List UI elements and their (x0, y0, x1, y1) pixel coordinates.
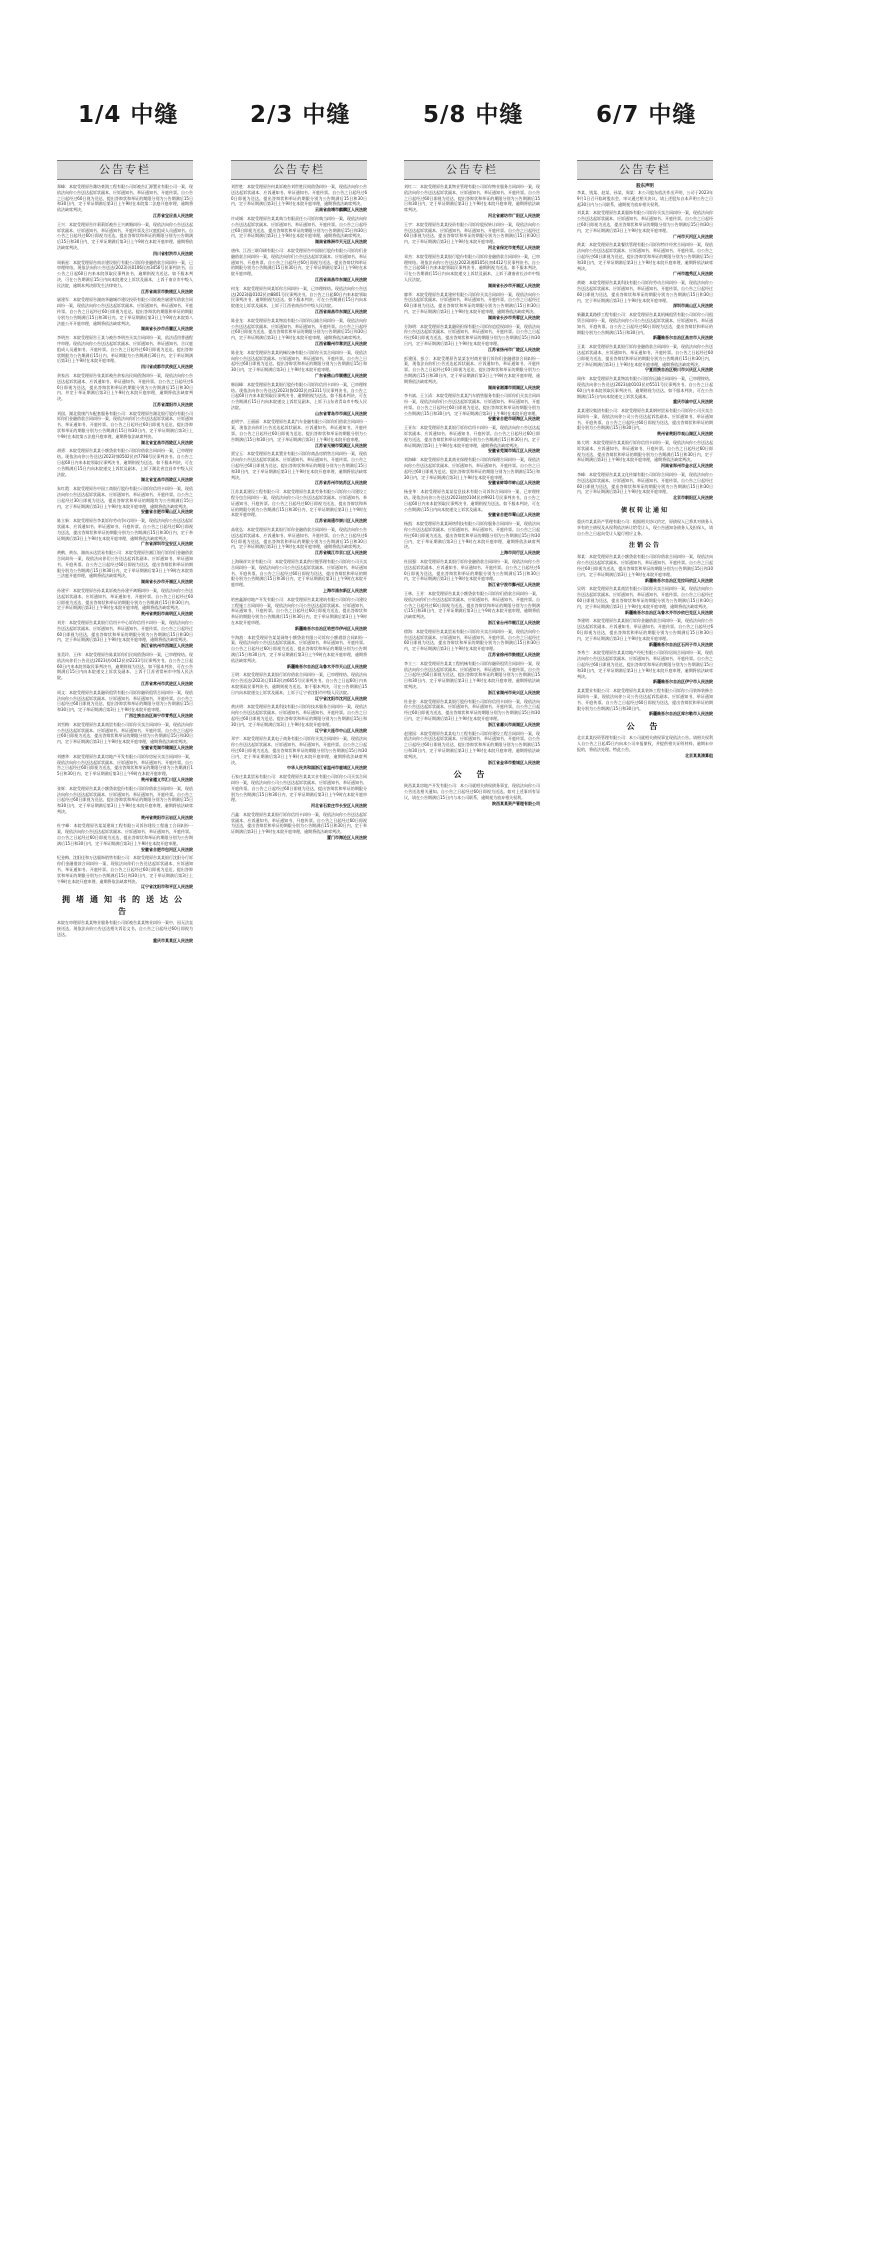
notice-item (404, 489, 540, 518)
notice-body: 张美玲、王伟：本院受理原告陈某诉你们民间借贷纠纷一案，已审理终结。现依法向你们公告送达(2023)苏0412民初2233号民事判决书。自公告之日起60日内来本院领取民事判决书，逾期则视为送达。如不服本判决，可在公告期满后15日内向本院递交上诉状及副本，上诉于江苏省常州市中级人民法院。 (57, 651, 193, 681)
notice-court: 湖南省长沙市芙蓉区人民法院 (488, 314, 540, 320)
notice-court: 湖南省长沙市开福区人民法院 (488, 282, 540, 288)
notice-body: 纪金梅、沈阳佳和万达服饰销售有限公司：本院受理原告某某银行沈阳分行诉你们金融借款合同纠纷一案，现依法向你们公告送达起诉状副本、应诉通知书、举证通知书、开庭传票。自公告之日起经过60日即视为送达，提出答辩状和举证的期限分别为公告期满后15日和30日内，定于举证期满后第3日上午9时在本院开庭审理，逾期将依法缺席判决。 (57, 855, 193, 884)
notice-item (577, 408, 713, 437)
notice-body: 黄鹤、黄东、湖南永达贸易有限公司：本院受理原告湘江银行诉你们金融借款合同纠纷一案，现依法向你们公告送达起诉状副本、应诉通知书、举证通知书、开庭传票。自公告之日起经过60日即视为送达，提出答辩状和举证的期限分别为公告期满后15日和30日内，定于举证期满后第3日上午9时在本院第三法庭开庭审理，逾期将依法缺席判决。 (57, 550, 193, 579)
notice-body: 唐伟、江西三联印刷有限公司：本院受理原告中国银行股份有限公司诉你们金融借款合同纠纷一案，现依法向你们公告送达起诉状副本、应诉通知书、举证通知书、开庭传票。自公告之日起经过60日即视为送达，提出答辩状和举证的期限分别为公告期满后15日和30日内，定于举证期满后第3日上午9时在本院开庭审理。 (231, 247, 367, 277)
notice-body: 刘国、湖北奥康汽车配套服务有限公司：本院受理原告湖北银行股份有限公司诉你们金融借款合同纠纷一案，现依法向你们公告送达起诉状副本、应诉通知书、举证通知书、开庭传票。自公告之日起经过60日即视为送达，提出答辩状和举证的期限分别为公告期满后15日和30日内，定于举证期满后第3日上午9时在本院第五法庭开庭审理，逾期将依法缺席判决。 (57, 410, 193, 439)
notice-court: 浙江省嘉兴市南湖区人民法院 (488, 721, 540, 727)
notice-item (231, 672, 367, 701)
notice-body: 江苏某某建设工程有限公司：本院受理原告某某劳务有限公司诉你公司建设工程分包合同纠纷一案，现依法向你公司公告送达起诉状副本、应诉通知书、举证通知书、开庭传票。自公告之日起经过60日即视为送达，提出答辩状和举证的期限分别为公告期满后15日和30日内，定于举证期满后第3日上午9时在本院开庭审理。 (231, 489, 367, 518)
notice-body: 邓宇：本院受理原告某某电子商务有限公司诉你买卖合同纠纷一案，现依法向你公告送达起诉状副本、应诉通知书、举证通知书、开庭传票。自公告之日起经过60日即视为送达，提出答辩状和举证的期限分别为公告期满后15日和30日内，定于举证期满后第3日上午9时在本院开庭审理，逾期将依法缺席判决。 (231, 736, 367, 765)
notice-body: 贾宝玉：本院受理原告某某置业有限公司诉你商品房销售合同纠纷一案，现依法向你公告送达起诉状副本、应诉通知书、举证通知书、开庭传票。自公告之日起经过60日即视为送达，提出答辩状和举证的期限分别为公告期满后15日和30日内，定于举证期满后第3日上午9时在本院开庭审理，逾期将依法缺席判决。 (231, 451, 367, 480)
notice-item (57, 690, 193, 719)
column-header: 公告专栏 (404, 160, 540, 180)
notice-body: 郑某：本院受理原告某某小额贷款有限公司诉你借款合同纠纷一案，现依法向你公告送达起诉状副本、应诉通知书、举证通知书、开庭传票。自公告之日起经过60日即视为送达，提出答辩状和举证的期限分别为公告期满后15日和30日内，定于举证期满后第3日上午9时在本院开庭审理。 (577, 554, 713, 577)
notice-court: 中华人民共和国浙江省温州市鹿城区人民法院 (287, 765, 367, 771)
notice-court: 浙江省宁波市鄞州区人民法院 (488, 582, 540, 588)
notice-item (57, 620, 193, 649)
notice-body: 李建明：本院受理原告某某银行诉你金融借款合同纠纷一案，现依法向你公告送达起诉状副本、应诉通知书、举证通知书、开庭传票。自公告之日起经过60日即视为送达，提出答辩状和举证的期限分别为公告期满后15日和30日内，定于举证期满后第3日上午9时在本院开庭审理。 (577, 618, 713, 641)
notice-court: 江西省南昌市东湖区人民法院 (315, 276, 367, 282)
notice-title: 股东声明 (636, 184, 654, 189)
notice-court: 新疆维吾尔自治区哈密市伊州区人民法院 (295, 625, 367, 631)
notice-item (577, 210, 713, 239)
column-body (57, 180, 193, 890)
notice-court: 四川省成都市武侯区人民法院 (141, 364, 193, 370)
notice-court: 湖南省湘潭市雨湖区人民法院 (488, 384, 540, 390)
notice-body: 杜宇峰：本院受理原告某某建筑工程有限公司诉你建设工程施工合同纠纷一案，现依法向你公告送达起诉状副本、应诉通知书、举证通知书、开庭传票。自公告之日起经过60日即视为送达，提出答辩状和举证的期限分别为公告期满后15日和30日内，定于举证期满后第3日上午9时在本院开庭审理。 (57, 823, 193, 846)
notice-item (404, 324, 540, 353)
notice-item (577, 242, 713, 277)
notice-item (231, 216, 367, 245)
notice-body: 刘红二：本院受理原告某某物业管理有限公司诉你物业服务合同纠纷一案，现依法向你公告送达起诉状副本、应诉通知书、举证通知书、开庭传票。自公告之日起经过60日即视为送达，提出答辩状和举证的期限分别为公告期满后15日和30日内，定于举证期满后第3日上午9时在本院开庭审理，逾期将依法缺席判决。 (404, 184, 540, 213)
notice-item (404, 699, 540, 728)
notice-item (231, 286, 367, 315)
notice-item (231, 184, 367, 213)
announcement-title: 公 告 (626, 722, 664, 732)
notice-body: 赵建国：本院受理原告某某电力工程有限公司诉你建设工程合同纠纷一案，现依法向你公告送达起诉状副本、应诉通知书、举证通知书、开庭传票。自公告之日起经过60日即视为送达，提出答辩状和举证的期限分别为公告期满后15日和30日内，定于举证期满后第3日上午9时在本院开庭审理，逾期将依法缺席判决。 (404, 730, 540, 759)
notice-body: 陈金龙：本院受理原告某某机械设备有限公司诉你买卖合同纠纷一案，现依法向你公告送达起诉状副本、应诉通知书、举证通知书、开庭传票。自公告之日起经过60日即视为送达，提出答辩状和举证的期限分别为公告期满后15日和30日内，定于举证期满后第3日上午9时在本院开庭审理。 (231, 349, 367, 373)
notice-court: 云南省曲靖市麒麟区人民法院 (315, 207, 367, 213)
notice-item (404, 393, 540, 422)
notice-court: 河北省廊坊市广阳区人民法院 (488, 212, 540, 218)
notice-court: 深圳市南山区人民法院 (673, 303, 713, 309)
notice-body: 周文：本院受理原告某某融资租赁有限公司诉你融资租赁合同纠纷一案，现依法向你公告送达起诉状副本、应诉通知书、举证通知书、开庭传票。自公告之日起经过60日即视为送达，提出答辩状和举证的期限分别为公告期满后15日和30日内，定于举证期满后第3日上午9时在本院开庭审理。 (57, 689, 193, 713)
notice-court: 四川省射洪市人民法院 (153, 250, 193, 256)
notice-body: 李明杰：本院受理原告王某与被告李明杰买卖合同纠纷一案，依法适用普通程序审理。现依法向你公告送达起诉状副本、应诉通知书、举证通知书、合议庭组成人员通知书、开庭传票。自公告之日起经过60日即视为送达。提出答辩状期限为公告期满后15日内，举证期限为公告期满后30日内，定于举证期满后第3日上午9时在本院开庭审理。 (57, 335, 193, 364)
notice-court: 浙江省杭州市西湖区人民法院 (141, 643, 193, 649)
notice-court: 江西省南昌市东湖区人民法院 (315, 308, 367, 314)
notice-court: 河北省保定市竞秀区人民法院 (488, 244, 540, 250)
notice-body: 黄某：本院受理原告某某餐饮管理有限公司诉你特许经营合同纠纷一案，现依法向你公告送达起诉状副本、应诉通知书、举证通知书、开庭传票。自公告之日起经过60日即视为送达，提出答辩状和举证的期限分别为公告期满后15日和30日内，定于举证期满后第3日上午9时在本院开庭审理，逾期将依法缺席判决。 (577, 242, 713, 271)
notice-court: 辽宁省大连市中山区人民法院 (315, 727, 367, 733)
notice-body: 高欣弘：本院受理原告某某银行诉你金融借款合同纠纷一案，现依法向你公告送达起诉状副本、应诉通知书、举证通知书、开庭传票。自公告之日起经过60日即视为送达，提出答辩状和举证的期限分别为公告期满后15日和30日内，定于举证期满后第3日上午9时在本院开庭审理，逾期将依法缺席判决。 (231, 527, 367, 550)
notice-item (57, 486, 193, 515)
notice-court: 河北省石家庄市长安区人民法院 (311, 803, 367, 809)
notice-court: 贵州省贵阳市南明区人民法院 (141, 611, 193, 617)
notice-court: 河南省郑州市金水区人民法院 (661, 463, 713, 469)
notice-item (404, 184, 540, 219)
notice-body: 韩国峰：本院受理原告某某银行股份有限公司诉你信用卡纠纷一案，已审理终结。现依法向你公告送达(2023)鲁0202民初3311号民事判决书。自公告之日起60日内来本院领取民事判决书，逾期则视为送达。如不服本判决，可在公告期满后15日内向本院递交上诉状及副本，上诉于山东省青岛市中级人民法院。 (231, 381, 367, 410)
notice-court: 宁夏回族自治区银川市兴庆区人民法院 (645, 367, 713, 373)
notice-item (57, 786, 193, 821)
notice-court: 湖南省株洲市天元区人民法院 (315, 239, 367, 245)
notice-body: 邓杰：本院受理原告某某银行股份有限公司诉你金融借款合同纠纷一案，已审理终结。现依法向你公告送达(2023)湘0105民初4412号民事判决书。自公告之日起60日内来本院领取民事判决书，逾期则视为送达。如不服本判决，可在公告期满后15日内向本院递交上诉状及副本，上诉于湖南省长沙市中级人民法院。 (404, 253, 540, 282)
notice-court: 江苏省镇江市京口区人民法院 (315, 550, 367, 556)
column-header: 公告专栏 (57, 160, 193, 180)
notice-body: 黄庆明：本院受理原告某某科技有限公司诉你技术服务合同纠纷一案，现依法向你公告送达起诉状副本、应诉通知书、举证通知书、开庭传票。自公告之日起经过60日即视为送达，提出答辩状和举证的期限分别为公告期满后15日和30日内，定于举证期满后第3日上午9时在本院开庭审理。 (231, 704, 367, 727)
notice-court: 江苏省宝应县人民法院 (153, 212, 193, 218)
notice-item (57, 722, 193, 751)
notice-item (231, 382, 367, 417)
notice-item (57, 335, 193, 370)
announcement-title: 公 告 (453, 770, 491, 780)
transfer-notice-title: 债权转让通知 (620, 507, 669, 515)
notice-item (577, 650, 713, 685)
notice-body: 刘芳：本院受理原告某某银行信用卡中心诉你信用卡纠纷一案，现依法向你公告送达起诉状副本、应诉通知书、举证通知书、开庭传票。自公告之日起经过60日即视为送达，提出答辩状和举证的期限分别为公告期满后15日和30日内，定于举证期满后第3日上午9时在本院开庭审理，逾期将依法缺席判决。 (57, 619, 193, 643)
notice-body: 郑峰：本院受理原告潍坊豪润工程有限公司诉被告汇源置业有限公司一案，现依法向你公告送达起诉状副本、应诉通知书、举证通知书、开庭传票。自公告之日起经过60日视为送达，提出答辩状和举证的期限分别为公告期满后15日和30日内，定于举证期满后第3日上午9时在本院第二法庭开庭审理，逾期将依法缺席判决。 (57, 184, 193, 213)
notice-item (231, 559, 367, 594)
notice-item (57, 411, 193, 446)
notice-item (577, 280, 713, 309)
notice-item (57, 518, 193, 547)
notice-body: 许成城：本院受理原告某某典当有限责任公司诉你典当纠纷一案，现依法向你公告送达起诉状副本、应诉通知书、举证通知书、开庭传票。自公告之日起经过60日即视为送达，提出答辩状和举证的期限分别为公告期满后15日和30日内，定于举证期满后第3日上午9时在本院开庭审理，逾期将依法缺席判决。 (231, 215, 367, 239)
notice-court: 安徽省合肥市蜀山区人民法院 (488, 512, 540, 518)
notice-item (57, 297, 193, 332)
notice-court: 安徽省合肥市蜀山区人民法院 (141, 509, 193, 515)
notice-body: 李峰：本院受理原告某某文化传媒有限公司诉你合同纠纷一案，现依法向你公告送达起诉状副本、应诉通知书、举证通知书、开庭传票。自公告之日起经过60日即视为送达，提出答辩状和举证的期限分别为公告期满后15日和30日内，定于举证期满后第3日上午9时在本院开庭审理。 (577, 472, 713, 495)
notice-court: 广东省佛山市顺德区人民法院 (315, 372, 367, 378)
notice-body: 陈金龙：本院受理原告某某物流有限公司诉你运输合同纠纷一案，现依法向你公告送达起诉状副本、应诉通知书、举证通知书、开庭传票。自公告之日起经过60日即视为送达，提出答辩状和举证的期限分别为公告期满后15日和30日内，定于举证期满后第3日上午9时在本院开庭审理，逾期将依法缺席判决。 (231, 317, 367, 341)
notice-court: 湖北省宜昌市西陵区人民法院 (141, 477, 193, 483)
notice-body: 彭建国、彭立：本院受理原告某某农村商业银行诉你们金融借款合同纠纷一案，现依法向你们公告送达起诉状副本、应诉通知书、举证通知书、开庭传票。自公告之日起经过60日即视为送达，提出答辩状和举证的期限分别为公告期满后15日和30日内，定于举证期满后第3日上午9时在本院开庭审理，逾期将依法缺席判决。 (404, 355, 540, 384)
notice-item (404, 521, 540, 556)
notice-column-4 (577, 160, 713, 2234)
notice-body: 赵明宇、王丽丽：本院受理原告某某汽车金融有限公司诉你们借款合同纠纷一案，现依法向你们公告送达起诉状副本、应诉通知书、举证通知书、开庭传票。自公告之日起经过60日即视为送达，提出答辩状和举证的期限分别为公告期满后15日和30日内，定于举证期满后第3日上午9时在本院开庭审理。 (231, 419, 367, 442)
notice-court: 江苏省南京市鼓楼区人民法院 (141, 288, 193, 294)
notice-body: 杨凯：本院受理原告某某网络科技有限公司诉你服务合同纠纷一案，现依法向你公告送达起诉状副本、应诉通知书、举证通知书、开庭传票。自公告之日起经过60日即视为送达，提出答辩状和举证的期限分别为公告期满后15日和30日内，定于举证期满后第3日上午9时在本院开庭审理，逾期将依法缺席判决。 (404, 521, 540, 550)
notice-body: 廖华：本院受理原告某某建材有限公司诉你买卖合同纠纷一案，现依法向你公告送达起诉状副本、应诉通知书、举证通知书、开庭传票。自公告之日起经过60日即视为送达，提出答辩状和举证的期限分别为公告期满后15日和30日内，定于举证期满后第3日上午9时在本院开庭审理，逾期将依法缺席判决。 (404, 291, 540, 314)
notice-court: 重庆市渝中区人民法院 (673, 399, 713, 405)
notice-body: 刘德华：本院受理原告某某房地产开发有限公司诉你房屋买卖合同纠纷一案，现依法向你公告送达起诉状副本、应诉通知书、举证通知书、开庭传票。自公告之日起经过60日即视为送达，提出答辩状和举证的期限分别为公告期满后15日和30日内，定于举证期满后第3日上午9时在本院开庭审理。 (57, 753, 193, 777)
heading-col-4: 6/7 中缝 (596, 102, 697, 128)
notice-item (231, 248, 367, 283)
notice-body: 王明：本院受理原告某某银行诉你借款合同纠纷一案，已审理终结。现依法向你公告送达(2023)辽0103民初6655号民事判决书。自公告之日起60日内来本院领取民事判决书，逾期则视为送达。如不服本判决，可在公告期满后15日内向本院递交上诉状及副本，上诉于辽宁省沈阳市中级人民法院。 (231, 672, 367, 695)
notice-body: 李秀兰：本院受理原告某某房地产经纪有限公司诉你居间合同纠纷一案，现依法向你公告送达起诉状副本、应诉通知书、举证通知书、开庭传票。自公告之日起经过60日即视为送达，提出答辩状和举证的期限分别为公告期满后15日和30日内，定于举证期满后第3日上午9时在本院开庭审理，逾期将依法缺席判决。 (577, 650, 713, 679)
notice-body: 陈立新：本院受理原告李某诉你劳动争议纠纷一案，现依法向你公告送达起诉状副本、应诉通知书、举证通知书、开庭传票。自公告之日起经过60日即视为送达，提出答辩状和举证的期限分别为公告期满后15日和30日内，定于举证期满后第3日上午9时在本院开庭审理，逾期将依法缺席判决。 (57, 518, 193, 541)
notice-court: 浙江省金华市婺城区人民法院 (488, 759, 540, 765)
notice-body: 方海明：本院受理原告某某融资担保有限公司诉你追偿权纠纷一案，现依法向你公告送达起诉状副本、应诉通知书、举证通知书、开庭传票。自公告之日起经过60日即视为送达，提出答辩状和举证的期限分别为公告期满后15日和30日内，定于举证期满后第3日上午9时在本院开庭审理。 (404, 323, 540, 346)
notice-court: 新疆维吾尔自治区石河子市人民法院 (649, 641, 713, 647)
notice-item (577, 688, 713, 717)
notice-body: 周新星：本院受理原告南京建设银行有限公司诉你金融借款合同纠纷一案，已审理终结。现依法向你公告送达(2023)苏0106民初3456号民事判决书。自公告之日起60日内来本院领取民事判决书，逾期则视为送达。如不服本判决，可在公告期满后15日内向本院递交上诉状及副本，上诉于南京市中级人民法院，逾期本判决即发生法律效力。 (57, 259, 193, 288)
notice-court: 安徽省合肥市瑶海区人民法院 (488, 416, 540, 422)
notice-item (577, 586, 713, 615)
notice-court: 江苏省无锡市梁溪区人民法院 (315, 442, 367, 448)
announcement-body: 陕西某某房地产开发有限公司：本公司就相关债权债务事宜，现依法向你公司公告送达相关通知。自公告之日起经过60日即视为送达。如对上述事项有异议，请在公告期满后15日内与本公司联系，逾期视为放弃相关权利。 (404, 783, 540, 800)
notice-item (404, 629, 540, 658)
notice-court: 辽宁省沈阳市和平区人民法院 (141, 884, 193, 890)
notice-item (577, 184, 713, 207)
notice-court: 江苏省溧阳市人民法院 (153, 401, 193, 407)
notice-item (231, 419, 367, 448)
notice-court: 湖北省宜昌市西陵区人民法院 (141, 439, 193, 445)
notice-body: 何龙：本院受理原告周某诉你合同纠纷一案，已审理终结。现依法向你公告送达(2023)赣0102民初8801号民事判决书。自公告之日起60日内来本院领取民事判决书，逾期则视为送达。如不服本判决，可在公告期满后15日内向本院递交上诉状及副本，上诉于江西省南昌市中级人民法院。 (231, 285, 367, 309)
notice-item (404, 425, 540, 454)
notice-court: 新疆维吾尔自治区克拉玛依区人民法院 (645, 577, 713, 583)
notice-body: 余家昌：本院受理原告张某诉被告余家昌民间借贷纠纷一案，现依法向你公告送达起诉状副本、应诉通知书、举证通知书、开庭传票。自公告之日起经过60日即视为送达，提出答辩状和举证的期限分别为公告期满后15日和30日内，并定于举证期满后第3日上午9时在本院开庭审理，逾期将依法缺席判决。 (57, 372, 193, 402)
notice-court: 安徽省蚌埠市蚌山区人民法院 (488, 480, 540, 486)
transfer-notice-body: 重庆市某某资产管理有限公司：根据相关协议约定，原债权人已将其对债务人享有的主债权及从权利依法转让给受让人，现公告通知各债务人及担保人，请自公告之日起向受让人履行相应义务。 (577, 519, 713, 536)
notice-item (57, 373, 193, 408)
notice-item (57, 550, 193, 585)
notice-body: 杜金金：本院受理原告某某银行股份有限公司诉你信用卡纠纷一案，现依法向你公告送达起诉状副本、应诉通知书、举证通知书、开庭传票。自公告之日起经过60日即视为送达，提出答辩状和举证的期限分别为公告期满后15日和30日内，定于举证期满后第3日上午9时在本院开庭审理。 (404, 698, 540, 721)
section-title: 拥堵通知书的送达公告 (62, 895, 188, 917)
notice-item (57, 652, 193, 687)
notice-body: 李书斌、王立清：本院受理原告某某汽车销售服务有限公司诉你们买卖合同纠纷一案，现依法向你们公告送达起诉状副本、应诉通知书、举证通知书、开庭传票。自公告之日起经过60日即视为送达，提出答辩状和举证的期限分别为公告期满后15日和30日内，定于举证期满后第3日上午9时在本院开庭审理。 (404, 393, 540, 416)
notice-body: 哈密鑫源房地产开发有限公司：本院受理原告某某建筑有限公司诉你公司建设工程施工合同纠纷一案，现依法向你公司公告送达起诉状副本、应诉通知书、举证通知书、开庭传票。自公告之日起经过60日即视为送达，提出答辩状和举证的期限分别为公告期满后15日和30日内，定于举证期满后第3日上午9时在本院开庭审理。 (231, 596, 367, 625)
notice-court: 江苏省南通市崇川区人民法院 (315, 518, 367, 524)
notice-body: 李立三：本院受理原告某某工程机械有限公司诉你融资租赁合同纠纷一案，现依法向你公告送达起诉状副本、应诉通知书、举证通知书、开庭传票。自公告之日起经过60日即视为送达，提出答辩状和举证的期限分别为公告期满后15日和30日内，定于举证期满后第3日上午9时在本院开庭审理，逾期将依法缺席判决。 (404, 660, 540, 689)
notice-court: 广西壮族自治区南宁市青秀区人民法院 (125, 712, 193, 718)
notice-body: 吕鑫：本院受理原告某某银行诉你信用卡纠纷一案，现依法向你公告送达起诉状副本、应诉通知书、举证通知书、开庭传票。自公告之日起经过60日即视为送达，提出答辩状和举证的期限分别为公告期满后15日和30日内，定于举证期满后第3日上午9时在本院开庭审理，逾期将依法缺席判决。 (231, 811, 367, 835)
notice-item (231, 704, 367, 733)
announcement-sign: 陕西某某资产管理有限公司 (492, 800, 540, 806)
notice-court: 江苏省常州市武进区人民法院 (141, 680, 193, 686)
notice-body: 张辉：本院受理原告某某小额贷款股份有限公司诉你借款合同纠纷一案，现依法向你公告送达起诉状副本、应诉通知书、举证通知书、开庭传票。自公告之日起经过60日即视为送达，提出答辩状和举证的期限分别为公告期满后15日和30日内，定于举证期满后第3日上午9时在本院开庭审理，逾期将依法缺席判决。 (57, 785, 193, 814)
notice-court: 贵州省贵阳市观山湖区人民法院 (657, 431, 713, 437)
notice-body: 徐海：本院受理原告某某贸易有限公司诉你买卖合同纠纷一案，现依法向你公告送达起诉状副本、应诉通知书、举证通知书、开庭传票。自公告之日起经过60日即视为送达，提出答辩状和举证的期限分别为公告期满后15日和30日内，定于举证期满后第3日上午9时在本院开庭审理。 (404, 628, 540, 652)
notice-column-2 (231, 160, 367, 2234)
notice-item (577, 344, 713, 373)
notice-body: 刘雪梅：本院受理原告某某商贸有限公司诉你买卖合同纠纷一案，现依法向你公告送达起诉状副本、应诉通知书、举证通知书、开庭传票。自公告之日起经过60日即视为送达，提出答辩状和举证的期限分别为公告期满后15日和30日内，定于举证期满后第3日上午9时在本院开庭审理，逾期将依法缺席判决。 (57, 721, 193, 745)
column-header: 公告专栏 (577, 160, 713, 180)
notice-item (404, 457, 540, 486)
notice-body: 某某建设集团有限公司：本院受理原告某某钢材贸易有限公司诉你公司买卖合同纠纷一案，现依法向你公司公告送达起诉状副本、应诉通知书、举证通知书、开庭传票。自公告之日起经过60日即视为送达，提出答辩状和举证的期限分别为公告期满后15日和30日内。 (577, 408, 713, 431)
notice-body: 刘世胜：本院受理原告何某诉被告刘世胜民间借贷纠纷一案，现依法向你公告送达起诉状副本、应诉通知书、举证通知书、开庭传票。自公告之日起经过60日即视为送达。提出答辩状和举证的期限分别为公告期满后15日和30日内，定于举证期满后第3日上午9时在本院开庭审理，逾期将依法缺席判决。 (231, 184, 367, 207)
notice-item (57, 184, 193, 219)
notice-body: 某某置业有限公司：本院受理原告某某装饰工程有限公司诉你公司装饰装修合同纠纷一案，现依法向你公司公告送达起诉状副本、应诉通知书、举证通知书、开庭传票。自公告之日起经过60日即视为送达，提出答辩状和举证的期限分别为公告期满后15日和30日内。 (577, 688, 713, 711)
notice-court: 贵州省贵阳市云岩区人民法院 (141, 814, 193, 820)
notice-body: 杨金华：本院受理原告某某信息技术有限公司诉你合同纠纷一案，已审理终结。现依法向你公告送达(2023)皖0104民初9921号民事判决书。自公告之日起60日内来本院领取民事判决书，逾期则视为送达。如不服本判决，可在公告期满后15日内向本院递交上诉状及副本。 (404, 489, 540, 512)
notice-item (231, 736, 367, 771)
announcement-body: 北京某某投资管理有限公司：本公司就相关债权事宜现依法公告。请相关权利人自公告之日起45日内向本公司申报债权，并提供相关证明材料。逾期未申报的，将依法处理。特此公告。 (577, 735, 713, 752)
notice-item (231, 597, 367, 632)
notice-court: 广州市天河区人民法院 (673, 233, 713, 239)
notice-court: 江苏省苏州市姑苏区人民法院 (315, 480, 367, 486)
announcement-sign: 北京某某清算组 (685, 752, 713, 758)
column-header: 公告专栏 (231, 160, 367, 180)
notice-item (57, 448, 193, 483)
heading-col-1: 1/4 中缝 (78, 102, 179, 128)
notice-body: 王宇：本院受理原告某某投资有限公司诉你股权转让纠纷一案，现依法向你公告送达起诉状副本、应诉通知书、举证通知书、开庭传票。自公告之日起经过60日即视为送达，提出答辩状和举证的期限分别为公告期满后15日和30日内，定于举证期满后第3日上午9时在本院开庭审理。 (404, 221, 540, 245)
notice-item (404, 254, 540, 289)
notice-body: 王兴：本院受理原告许莉莉诉被告王兴离婚纠纷一案，现依法向你公告送达起诉状副本、应诉通知书、举证通知书、开庭传票及合议庭组成人员通知书。自公告之日起经过60日即视为送达。提出答辩状和举证的期限分别为公告期满后15日和30日内，定于举证期满后第3日上午9时在本院开庭审理，逾期将依法缺席判决。 (57, 221, 193, 250)
heading-col-2: 2/3 中缝 (250, 102, 351, 128)
notice-court: 浙江省湖州市吴兴区人民法院 (488, 689, 540, 695)
notice-column-1 (57, 160, 193, 2234)
notice-item (57, 588, 193, 617)
notice-item (404, 292, 540, 321)
notice-body: 刘海峰：本院受理原告某某商业保理有限公司诉你保理合同纠纷一案，现依法向你公告送达起诉状副本、应诉通知书、举证通知书、开庭传票。自公告之日起经过60日即视为送达，提出答辩状和举证的期限分别为公告期满后15日和30日内，定于举证期满后第3日上午9时在本院开庭审理。 (404, 457, 540, 480)
column-body (577, 180, 713, 501)
notice-court: 新疆维吾尔自治区昌吉市人民法院 (653, 335, 713, 341)
notice-body: 吴明：本院受理原告某某商贸有限公司诉你买卖合同纠纷一案，现依法向你公告送达起诉状副本、应诉通知书、举证通知书、开庭传票。自公告之日起经过60日即视为送达，提出答辩状和举证的期限分别为公告期满后15日和30日内，定于举证期满后第3日上午9时在本院开庭审理，逾期将依法缺席判决。 (577, 586, 713, 609)
notice-item (231, 635, 367, 670)
notice-item (404, 356, 540, 391)
notice-item (231, 451, 367, 486)
column-body (231, 180, 367, 841)
notice-item (404, 559, 540, 588)
notice-body: 王亚东：本院受理原告某某银行诉你信用卡纠纷一案，现依法向你公告送达起诉状副本、应诉通知书、举证通知书、开庭传票。自公告之日起经过60日即视为送达，提出答辩状和举证的期限分别为公告期满后15日和30日内，定于举证期满后第3日上午9时在本院开庭审理，逾期将依法缺席判决。 (404, 425, 540, 448)
column-body-secondary (577, 554, 713, 717)
notice-item (231, 318, 367, 347)
notice-body: 朱红霞：本院受理原告中国工商银行股份有限公司诉你信用卡纠纷一案，现依法向你公告送达起诉状副本、应诉通知书、举证通知书、开庭传票。自公告之日起经过30日即视为送达，提出答辩状和举证的期限均为公告期满后15日内，定于举证期满后第3日上午9时在本院开庭审理，逾期将依法缺席判决。 (57, 486, 193, 509)
notice-court: 新疆维吾尔自治区库尔勒市人民法院 (649, 711, 713, 717)
notice-court: 上海市浦东新区人民法院 (323, 588, 367, 593)
notice-item (231, 350, 367, 379)
notice-body: 牛海波：本院受理原告某某网络小额贷款有限公司诉你小额借款合同纠纷一案，现依法向你公告送达起诉状副本、应诉通知书、举证通知书、开庭传票。自公告之日起经过60日即视为送达，提出答辩状和举证的期限分别为公告期满后15日和30日内，定于举证期满后第3日上午9时在本院开庭审理，逾期将依法缺席判决。 (231, 634, 367, 663)
notice-body: 周伟：本院受理原告某某物流有限公司诉你运输合同纠纷一案，已审理终结。现依法向你公告送达(2023)渝0103民初5511号民事判决书。自公告之日起60日内来本院领取民事判决书，逾期则视为送达。如不服本判决，可在公告期满后15日内向本院递交上诉状及副本。 (577, 376, 713, 399)
notice-item (577, 376, 713, 405)
notice-court: 新疆维吾尔自治区伊宁市人民法院 (653, 679, 713, 685)
heading-col-3: 5/8 中缝 (423, 102, 524, 128)
notice-item (404, 731, 540, 766)
notice-body: 李某、钱某、赵某、孙某、周某：本公司股东依法作出声明，公司于2023年9月1日召开临时股东会，审议通过相关决议。请上述股东自本声明公告之日起30日内与公司联系，逾期视为放弃相关权利。 (577, 190, 713, 207)
notice-item (577, 440, 713, 469)
notice-body: 石家庄某某贸易有限公司：本院受理原告某某实业有限公司诉你公司买卖合同纠纷一案，现依法向你公司公告送达起诉状副本、应诉通知书、举证通知书、开庭传票。自公告之日起经过60日即视为送达，提出答辩状和举证的期限分别为公告期满后15日和30日内，定于举证期满后第3日上午9时在本院开庭审理。 (231, 774, 367, 803)
notice-item (577, 312, 713, 341)
notice-item (231, 774, 367, 809)
notice-body: 王某：本院受理原告某某银行诉你金融借款合同纠纷一案，现依法向你公告送达起诉状副本、应诉通知书、举证通知书、开庭传票。自公告之日起经过60日即视为送达，提出答辩状和举证的期限分别为公告期满后15日和30日内，定于举证期满后第3日上午9时在本院开庭审理，逾期将依法缺席判决。 (577, 344, 713, 367)
cancellation-title: 注销公告 (628, 542, 661, 550)
notice-court: 浙江省台州市椒江区人民法院 (488, 619, 540, 625)
section-body: 本院在审理原告某某物业服务有限公司诉被告某某物业纠纷一案中，因无法直接送达，现依法向你公告送达相关诉讼文书。自公告之日起经过60日即视为送达。 (57, 920, 193, 937)
notice-item (57, 823, 193, 852)
notice-item (404, 591, 540, 626)
notice-court: 新疆维吾尔自治区乌鲁木齐市天山区人民法院 (287, 663, 367, 669)
notice-body: 杜国强：本院受理原告某某银行诉你金融借款合同纠纷一案，现依法向你公告送达起诉状副本、应诉通知书、举证通知书、开庭传票。自公告之日起经过60日即视为送达，提出答辩状和举证的期限分别为公告期满后15日和30日内，定于举证期满后第3日上午9时在本院开庭审理。 (404, 559, 540, 582)
notice-item (577, 554, 713, 583)
notice-court: 安徽省芜湖市镜湖区人民法院 (141, 744, 193, 750)
notice-court: 新疆维吾尔自治区乌鲁木齐市沙依巴克区人民法院 (625, 609, 713, 615)
notice-court: 湖南省长沙市开福区人民法院 (141, 579, 193, 585)
notice-body: 新疆某某路桥工程有限公司：本院受理原告某某机械租赁有限公司诉你公司租赁合同纠纷一案，现依法向你公司公告送达起诉状副本、应诉通知书、举证通知书、开庭传票。自公告之日起经过60日即视为送达，提出答辩状和举证的期限分别为公告期满后15日和30日内。 (577, 312, 713, 335)
notice-item (57, 855, 193, 890)
notice-court: 广州市越秀区人民法院 (673, 271, 713, 277)
notice-body: 黄晓：本院受理原告某某科技有限公司诉你劳动合同纠纷一案，现依法向你公告送达起诉状副本、应诉通知书、举证通知书、开庭传票。自公告之日起经过60日即视为送达，提出答辩状和举证的期限分别为公告期满后15日和30日内，定于举证期满后第3日上午9时在本院开庭审理。 (577, 280, 713, 303)
notice-court: 厦门市海沧区人民法院 (327, 835, 367, 841)
notice-body: 上海瑞祥实业有限公司：本院受理原告某某供应链管理有限公司诉你公司买卖合同纠纷一案，现依法向你公司公告送达起诉状副本、应诉通知书、举证通知书、开庭传票。自公告之日起经过60日即视为送达，提出答辩状和举证的期限分别为公告期满后15日和30日内，定于举证期满后第3日上午9时在本院开庭审理。 (231, 559, 367, 588)
notice-item (404, 661, 540, 696)
notice-court: 上海市闵行区人民法院 (500, 550, 540, 556)
notice-court: 辽宁省沈阳市沈河区人民法院 (315, 695, 367, 701)
notice-body: 胡勇：本院受理原告某某小额贷款有限公司诉你借款合同纠纷一案，已审理终结。现依法向你公告送达(2023)鄂0502民初7788号民事判决书。自公告之日起60日内来本院领取民事判决书，逾期则视为送达。如不服本判决，可在公告期满后15日内向本院递交上诉状及副本，上诉于湖北省宜昌市中级人民法院。 (57, 448, 193, 477)
notice-body: 刘某某：本院受理原告某某服饰有限公司诉你买卖合同纠纷一案，现依法向你公告送达起诉状副本、应诉通知书、举证通知书、开庭传票。自公告之日起经过60日即视为送达，提出答辩状和举证的期限分别为公告期满后15日和30日内，定于举证期满后第3日上午9时在本院开庭审理。 (577, 210, 713, 233)
notice-item (231, 489, 367, 524)
notice-court: 江西省赣州市章贡区人民法院 (315, 340, 367, 346)
notice-body: 孙建平：本院受理原告孙某某诉被告孙建平离婚纠纷一案，现依法向你公告送达起诉状副本、应诉通知书、举证通知书、开庭传票。自公告之日起经过60日即视为送达，提出答辩状和举证的期限分别为公告期满后15日和30日内，定于举证期满后第3日上午9时在本院开庭审理，逾期将依法缺席判决。 (57, 588, 193, 611)
notice-body: 屠建军：本院受理原告湖南华融城市建设投资有限公司诉被告屠建军借款合同纠纷一案，现依法向你公告送达起诉状副本、应诉通知书、举证通知书、开庭传票。自公告之日起经过60日即视为送达。提出答辩状的期限和举证的期限分别为公告期满后15日和30日内。定于举证期满后第3日上午9时在本院第八法庭公开开庭审理，逾期将依法缺席判决。 (57, 297, 193, 326)
notice-item (57, 260, 193, 295)
notice-column-3 (404, 160, 540, 2234)
notice-item (577, 472, 713, 501)
notice-court: 江苏省扬州市广陵区人民法院 (488, 346, 540, 352)
notice-court: 山东省青岛市市南区人民法院 (315, 410, 367, 416)
notice-body: 王林、王芳：本院受理原告某某小额贷款有限公司诉你们借款合同纠纷一案，现依法向你们公告送达起诉状副本、应诉通知书、举证通知书、开庭传票。自公告之日起经过60日即视为送达，提出答辩状和举证的期限分别为公告期满后15日和30日内，定于举证期满后第3日上午9时在本院开庭审理，逾期将依法缺席判决。 (404, 591, 540, 620)
column-body (404, 180, 540, 765)
notice-item (404, 222, 540, 251)
notice-court: 江苏省徐州市鼓楼区人民法院 (488, 651, 540, 657)
notice-court: 安徽省合肥市包河区人民法院 (141, 846, 193, 852)
notice-body: 陈大明：本院受理原告某某银行诉你信用卡纠纷一案，现依法向你公告送达起诉状副本、应诉通知书、举证通知书、开庭传票。自公告之日起经过60日即视为送达，提出答辩状和举证的期限分别为公告期满后15日和30日内，定于举证期满后第3日上午9时在本院开庭审理，逾期将依法缺席判决。 (577, 440, 713, 463)
notice-item (231, 812, 367, 841)
section-sign: 重庆市某某区人民法院 (153, 937, 193, 943)
notice-court: 湖南省长沙市岳麓区人民法院 (141, 326, 193, 332)
notice-court: 广东省深圳市宝安区人民法院 (141, 541, 193, 547)
notice-item (577, 618, 713, 647)
notice-court: 安徽省芜湖市鸠江区人民法院 (488, 448, 540, 454)
notice-court: 贵州省遵义市汇川区人民法院 (141, 776, 193, 782)
notice-item (57, 754, 193, 783)
notice-item (231, 527, 367, 556)
notice-court: 北京市朝阳区人民法院 (673, 495, 713, 501)
notice-item (57, 222, 193, 257)
